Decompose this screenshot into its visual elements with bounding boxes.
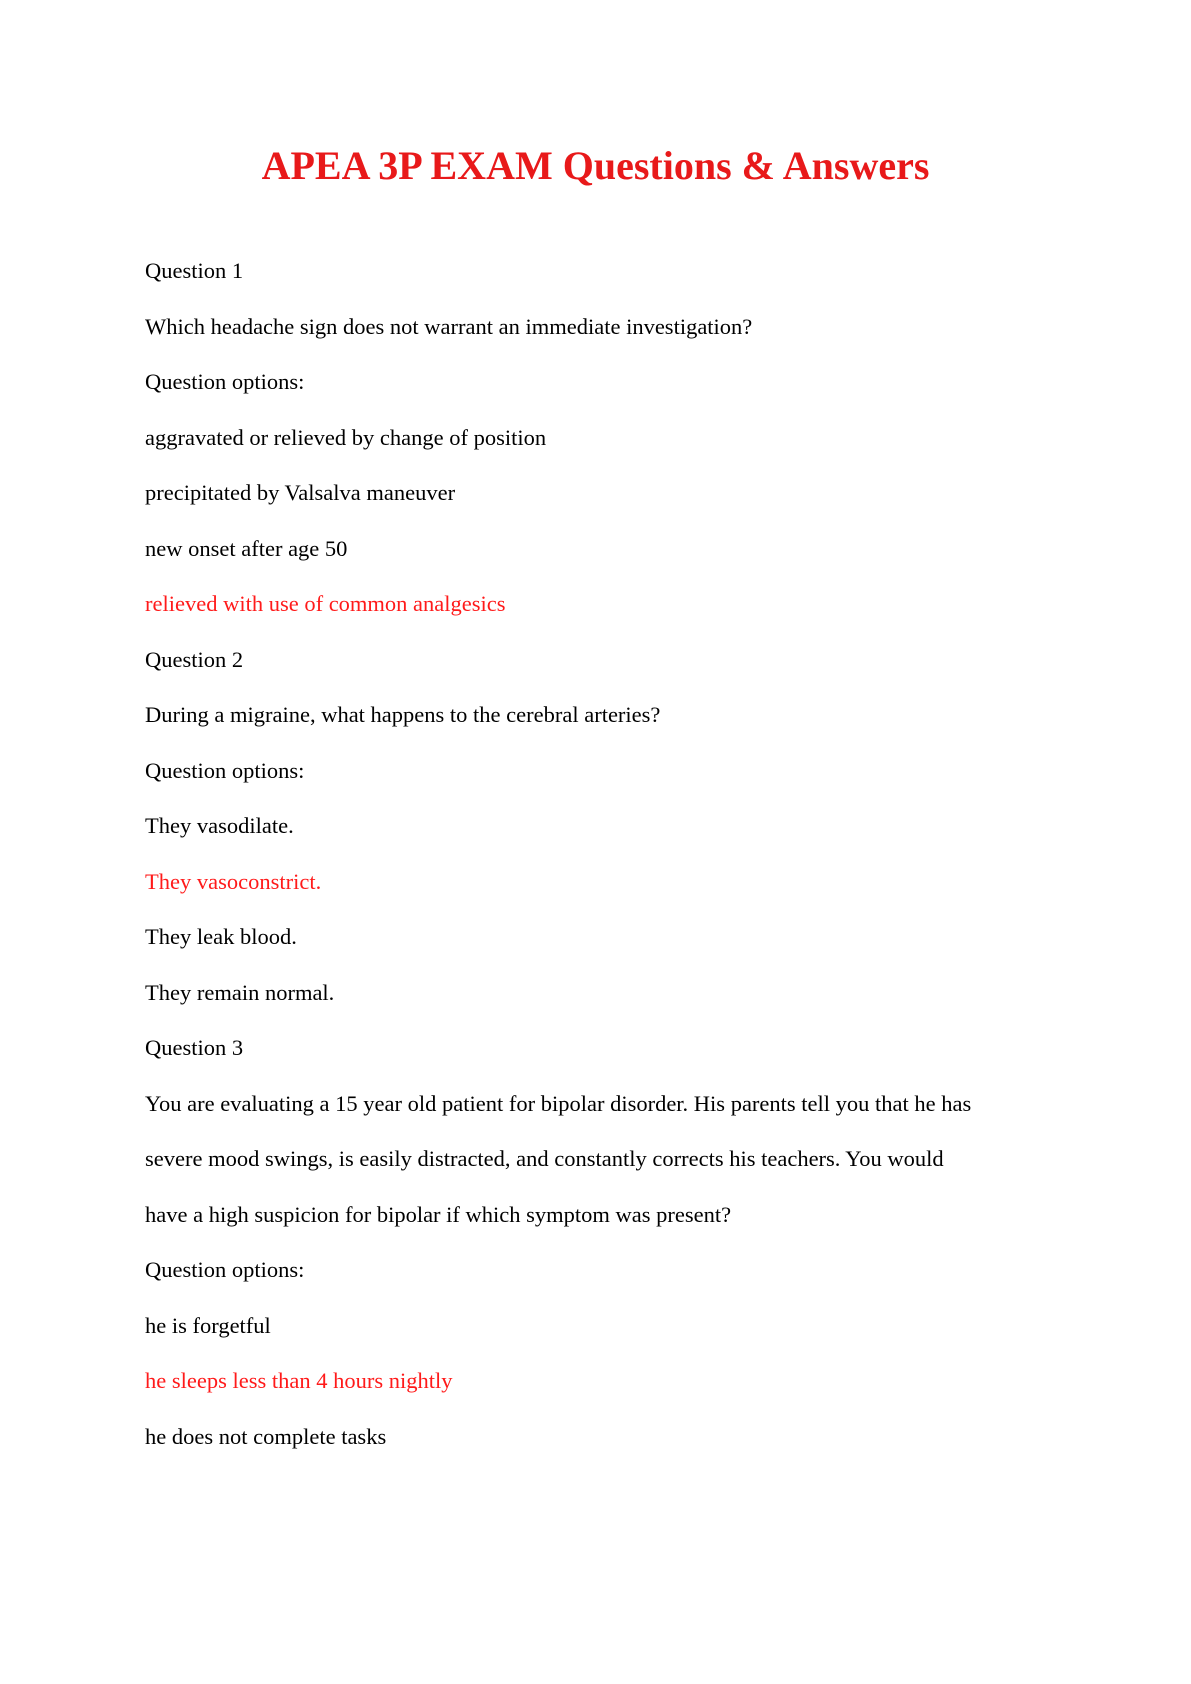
page-title: APEA 3P EXAM Questions & Answers: [261, 143, 930, 188]
option-line: aggravated or relieved by change of position: [145, 424, 547, 450]
question-number-line: Question 1: [145, 258, 244, 283]
question-number-line: Question 2: [145, 646, 244, 672]
option-line: new onset after age 50: [145, 535, 348, 561]
correct-answer-line: he sleeps less than 4 hours nightly: [145, 1368, 453, 1393]
question-text-line: Which headache sign does not warrant an immediate investigation?: [145, 313, 753, 339]
option-line: They vasodilate.: [145, 813, 294, 838]
correct-answer-line: They vasoconstrict.: [145, 868, 322, 894]
question-text-line: During a migraine, what happens to the cerebral arteries?: [145, 702, 661, 727]
option-line: he does not complete tasks: [145, 1423, 387, 1449]
options-label-line: Question options:: [145, 369, 305, 394]
option-line: he is forgetful: [145, 1312, 271, 1338]
options-label-line: Question options:: [145, 1257, 305, 1282]
question-text-line: You are evaluating a 15 year old patient for bipolar disorder. His parents tell you that he has: [145, 1090, 972, 1116]
options-label-line: Question options:: [145, 757, 305, 783]
option-line: precipitated by Valsalva maneuver: [145, 480, 456, 505]
correct-answer-line: relieved with use of common analgesics: [145, 591, 506, 616]
question-text-line: have a high suspicion for bipolar if which symptom was present?: [145, 1201, 732, 1227]
question-text-line: severe mood swings, is easily distracted, and constantly corrects his teachers. You would: [145, 1146, 944, 1171]
option-line: They remain normal.: [145, 979, 335, 1005]
question-list: [145, 243, 1105, 1464]
option-line: They leak blood.: [145, 924, 297, 949]
question-number-line: Question 3: [145, 1035, 244, 1060]
